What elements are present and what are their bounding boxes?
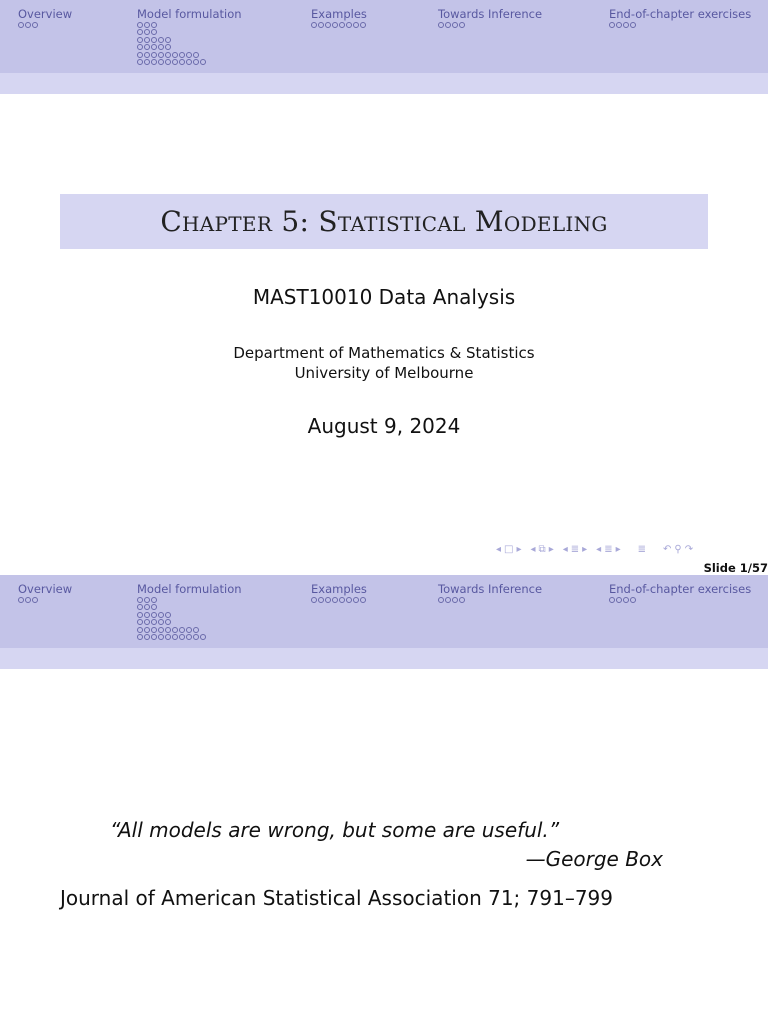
next-section-icon[interactable]: ▸ — [615, 544, 621, 555]
frame-dot-icon[interactable] — [452, 22, 458, 28]
nav-dots — [609, 22, 751, 29]
frame-dot-icon[interactable] — [179, 627, 185, 633]
frame-dot-icon[interactable] — [165, 52, 171, 58]
frame-dot-icon[interactable] — [325, 22, 331, 28]
nav-dot-row — [609, 597, 751, 604]
frame-dot-icon[interactable] — [144, 29, 150, 35]
frame-dot-icon[interactable] — [311, 22, 317, 28]
frame-dot-icon[interactable] — [172, 52, 178, 58]
frame-dot-icon[interactable] — [165, 634, 171, 640]
nav-section-title[interactable]: Towards Inference — [438, 582, 543, 596]
frame-dot-icon[interactable] — [200, 634, 206, 640]
frame-dot-icon[interactable] — [151, 604, 157, 610]
slide-frame-icon[interactable]: □ — [504, 544, 514, 555]
frame-dot-icon[interactable] — [151, 29, 157, 35]
nav-section-overview[interactable] — [18, 7, 72, 29]
prev-subsection-icon[interactable]: ◂ — [562, 544, 568, 555]
frame-dot-icon[interactable] — [360, 597, 366, 603]
frame-group-icon[interactable]: ⧉ — [538, 544, 546, 555]
nav-dots — [18, 597, 72, 604]
subsection-strip — [0, 648, 768, 669]
frame-dot-icon[interactable] — [609, 22, 615, 28]
frame-dot-icon[interactable] — [158, 37, 164, 43]
nav-dot-row — [609, 22, 751, 29]
nav-dot-row — [137, 59, 242, 66]
nav-dot-row — [137, 52, 242, 59]
frame-dot-icon[interactable] — [179, 634, 185, 640]
nav-section-exercises[interactable] — [609, 582, 751, 604]
nav-section-overview[interactable] — [18, 582, 72, 604]
frame-dot-icon[interactable] — [137, 59, 143, 65]
nav-section-towards-inference[interactable] — [438, 7, 542, 29]
nav-section-title[interactable]: End-of-chapter exercises — [609, 7, 752, 21]
nav-dot-row — [18, 597, 72, 604]
frame-dot-icon[interactable] — [151, 627, 157, 633]
frame-dot-icon[interactable] — [151, 52, 157, 58]
frame-dot-icon[interactable] — [137, 597, 143, 603]
frame-dot-icon[interactable] — [332, 597, 338, 603]
frame-dot-icon[interactable] — [158, 619, 164, 625]
next-slide-icon[interactable]: ▸ — [516, 544, 522, 555]
frame-dot-icon[interactable] — [179, 52, 185, 58]
frame-dot-icon[interactable] — [144, 59, 150, 65]
nav-dots — [137, 22, 242, 67]
section-navigation-bar — [0, 0, 768, 73]
frame-dot-icon[interactable] — [144, 604, 150, 610]
next-frame-icon[interactable]: ▸ — [548, 544, 554, 555]
nav-section-model-formulation[interactable] — [137, 582, 242, 641]
subsection-icon[interactable]: ≣ — [570, 544, 580, 555]
nav-dot-row — [137, 612, 242, 619]
frame-dot-icon[interactable] — [179, 59, 185, 65]
frame-dot-icon[interactable] — [158, 44, 164, 50]
frame-dot-icon[interactable] — [623, 597, 629, 603]
nav-dot-row — [137, 29, 242, 36]
frame-dot-icon[interactable] — [172, 59, 178, 65]
department-name: Department of Mathematics & Statistics — [233, 344, 535, 362]
frame-dot-icon[interactable] — [151, 44, 157, 50]
frame-dot-icon[interactable] — [200, 59, 206, 65]
frame-dot-icon[interactable] — [158, 52, 164, 58]
frame-dot-icon[interactable] — [339, 597, 345, 603]
frame-dot-icon[interactable] — [32, 22, 38, 28]
presentation-date: August 9, 2024 — [307, 414, 461, 438]
nav-dots — [438, 597, 542, 604]
frame-dot-icon[interactable] — [151, 634, 157, 640]
nav-section-model-formulation[interactable] — [137, 7, 242, 66]
nav-section-title[interactable]: Model formulation — [137, 582, 242, 596]
frame-dot-icon[interactable] — [186, 52, 192, 58]
frame-dot-icon[interactable] — [32, 597, 38, 603]
prev-slide-icon[interactable]: ◂ — [496, 544, 502, 555]
nav-section-examples[interactable] — [311, 582, 367, 604]
university-name: University of Melbourne — [294, 364, 474, 382]
frame-dot-icon[interactable] — [616, 597, 622, 603]
document-icon[interactable]: ≣ — [637, 544, 647, 555]
frame-dot-icon[interactable] — [144, 44, 150, 50]
nav-dot-row — [137, 597, 242, 604]
section-icon[interactable]: ≣ — [604, 544, 613, 555]
frame-dot-icon[interactable] — [193, 59, 199, 65]
quote-slide — [0, 575, 768, 1024]
nav-section-title[interactable]: Overview — [18, 582, 73, 596]
nav-dot-row — [438, 22, 542, 29]
nav-dot-row — [137, 37, 242, 44]
frame-dot-icon[interactable] — [172, 627, 178, 633]
nav-section-title[interactable]: End-of-chapter exercises — [609, 582, 752, 596]
title-block — [60, 194, 708, 249]
frame-dot-icon[interactable] — [165, 612, 171, 618]
frame-dot-icon[interactable] — [353, 597, 359, 603]
frame-dot-icon[interactable] — [193, 634, 199, 640]
frame-dot-icon[interactable] — [318, 22, 324, 28]
frame-dot-icon[interactable] — [158, 59, 164, 65]
nav-dot-row — [137, 634, 242, 641]
frame-dot-icon[interactable] — [137, 604, 143, 610]
frame-dot-icon[interactable] — [445, 597, 451, 603]
prev-frame-icon[interactable]: ◂ — [530, 544, 536, 555]
search-icon[interactable]: ⚲ — [674, 544, 682, 555]
frame-dot-icon[interactable] — [144, 627, 150, 633]
nav-dot-row — [137, 627, 242, 634]
frame-dot-icon[interactable] — [609, 597, 615, 603]
frame-dot-icon[interactable] — [165, 619, 171, 625]
nav-dot-row — [137, 619, 242, 626]
frame-dot-icon[interactable] — [325, 597, 331, 603]
nav-section-exercises[interactable] — [609, 7, 751, 29]
nav-section-title[interactable]: Towards Inference — [438, 7, 543, 21]
section-navigation-bar — [0, 575, 768, 648]
frame-dot-icon[interactable] — [137, 29, 143, 35]
frame-dot-icon[interactable] — [360, 22, 366, 28]
frame-dot-icon[interactable] — [25, 22, 31, 28]
frame-dot-icon[interactable] — [158, 627, 164, 633]
frame-dot-icon[interactable] — [144, 597, 150, 603]
frame-dot-icon[interactable] — [137, 22, 143, 28]
frame-dot-icon[interactable] — [616, 22, 622, 28]
frame-dot-icon[interactable] — [438, 597, 444, 603]
frame-dot-icon[interactable] — [165, 37, 171, 43]
next-subsection-icon[interactable]: ▸ — [582, 544, 588, 555]
frame-dot-icon[interactable] — [452, 597, 458, 603]
frame-dot-icon[interactable] — [459, 22, 465, 28]
nav-dot-row — [438, 597, 542, 604]
redo-icon[interactable]: ↷ — [684, 544, 694, 555]
frame-dot-icon[interactable] — [158, 612, 164, 618]
frame-dot-icon[interactable] — [193, 627, 199, 633]
nav-dots — [609, 597, 751, 604]
frame-dot-icon[interactable] — [151, 37, 157, 43]
nav-section-title[interactable]: Overview — [18, 7, 73, 21]
nav-dot-row — [311, 597, 367, 604]
nav-section-title[interactable]: Model formulation — [137, 7, 242, 21]
frame-dot-icon[interactable] — [445, 22, 451, 28]
journal-reference: Journal of American Statistical Association 71; 791–799 — [60, 886, 613, 910]
frame-dot-icon[interactable] — [151, 22, 157, 28]
slide-number: Slide 1/57 — [703, 561, 768, 575]
institution — [0, 343, 768, 383]
box-quote: “All models are wrong, but some are useful.” — [110, 818, 560, 842]
nav-dot-row — [137, 44, 242, 51]
frame-dot-icon[interactable] — [137, 52, 143, 58]
frame-dot-icon[interactable] — [137, 37, 143, 43]
frame-dot-icon[interactable] — [137, 619, 143, 625]
frame-dot-icon[interactable] — [165, 627, 171, 633]
nav-dots — [438, 22, 542, 29]
beamer-navigation-controls — [496, 543, 693, 557]
frame-dot-icon[interactable] — [186, 627, 192, 633]
frame-dot-icon[interactable] — [346, 597, 352, 603]
frame-dot-icon[interactable] — [137, 634, 143, 640]
nav-dots — [311, 22, 367, 29]
nav-dots — [18, 22, 72, 29]
nav-dot-row — [137, 604, 242, 611]
nav-dots — [311, 597, 367, 604]
frame-dot-icon[interactable] — [144, 634, 150, 640]
prev-section-icon[interactable]: ◂ — [596, 544, 602, 555]
frame-dot-icon[interactable] — [318, 597, 324, 603]
subsection-strip — [0, 73, 768, 94]
frame-dot-icon[interactable] — [346, 22, 352, 28]
frame-dot-icon[interactable] — [151, 59, 157, 65]
frame-dot-icon[interactable] — [630, 597, 636, 603]
frame-dot-icon[interactable] — [151, 597, 157, 603]
frame-dot-icon[interactable] — [459, 597, 465, 603]
frame-dot-icon[interactable] — [623, 22, 629, 28]
frame-dot-icon[interactable] — [144, 37, 150, 43]
nav-dots — [137, 597, 242, 642]
nav-section-towards-inference[interactable] — [438, 582, 542, 604]
frame-dot-icon[interactable] — [158, 634, 164, 640]
slide-title: Chapter 5: Statistical Modeling — [160, 205, 608, 238]
frame-dot-icon[interactable] — [137, 612, 143, 618]
frame-dot-icon[interactable] — [165, 59, 171, 65]
frame-dot-icon[interactable] — [144, 22, 150, 28]
frame-dot-icon[interactable] — [144, 52, 150, 58]
frame-dot-icon[interactable] — [144, 612, 150, 618]
nav-dot-row — [311, 22, 367, 29]
nav-section-title[interactable]: Examples — [311, 7, 367, 21]
frame-dot-icon[interactable] — [311, 597, 317, 603]
nav-dot-row — [137, 22, 242, 29]
frame-dot-icon[interactable] — [18, 22, 24, 28]
nav-dot-row — [18, 22, 72, 29]
frame-dot-icon[interactable] — [165, 44, 171, 50]
frame-dot-icon[interactable] — [18, 597, 24, 603]
frame-dot-icon[interactable] — [193, 52, 199, 58]
frame-dot-icon[interactable] — [144, 619, 150, 625]
nav-section-title[interactable]: Examples — [311, 582, 367, 596]
frame-dot-icon[interactable] — [151, 612, 157, 618]
undo-icon[interactable]: ↶ — [663, 544, 672, 555]
frame-dot-icon[interactable] — [186, 634, 192, 640]
nav-section-examples[interactable] — [311, 7, 367, 29]
frame-dot-icon[interactable] — [630, 22, 636, 28]
frame-dot-icon[interactable] — [353, 22, 359, 28]
course-subtitle: MAST10010 Data Analysis — [252, 285, 516, 309]
frame-dot-icon[interactable] — [332, 22, 338, 28]
frame-dot-icon[interactable] — [137, 627, 143, 633]
frame-dot-icon[interactable] — [186, 59, 192, 65]
frame-dot-icon[interactable] — [438, 22, 444, 28]
frame-dot-icon[interactable] — [25, 597, 31, 603]
frame-dot-icon[interactable] — [172, 634, 178, 640]
frame-dot-icon[interactable] — [137, 44, 143, 50]
quote-attribution: —George Box — [525, 847, 663, 871]
frame-dot-icon[interactable] — [151, 619, 157, 625]
frame-dot-icon[interactable] — [339, 22, 345, 28]
